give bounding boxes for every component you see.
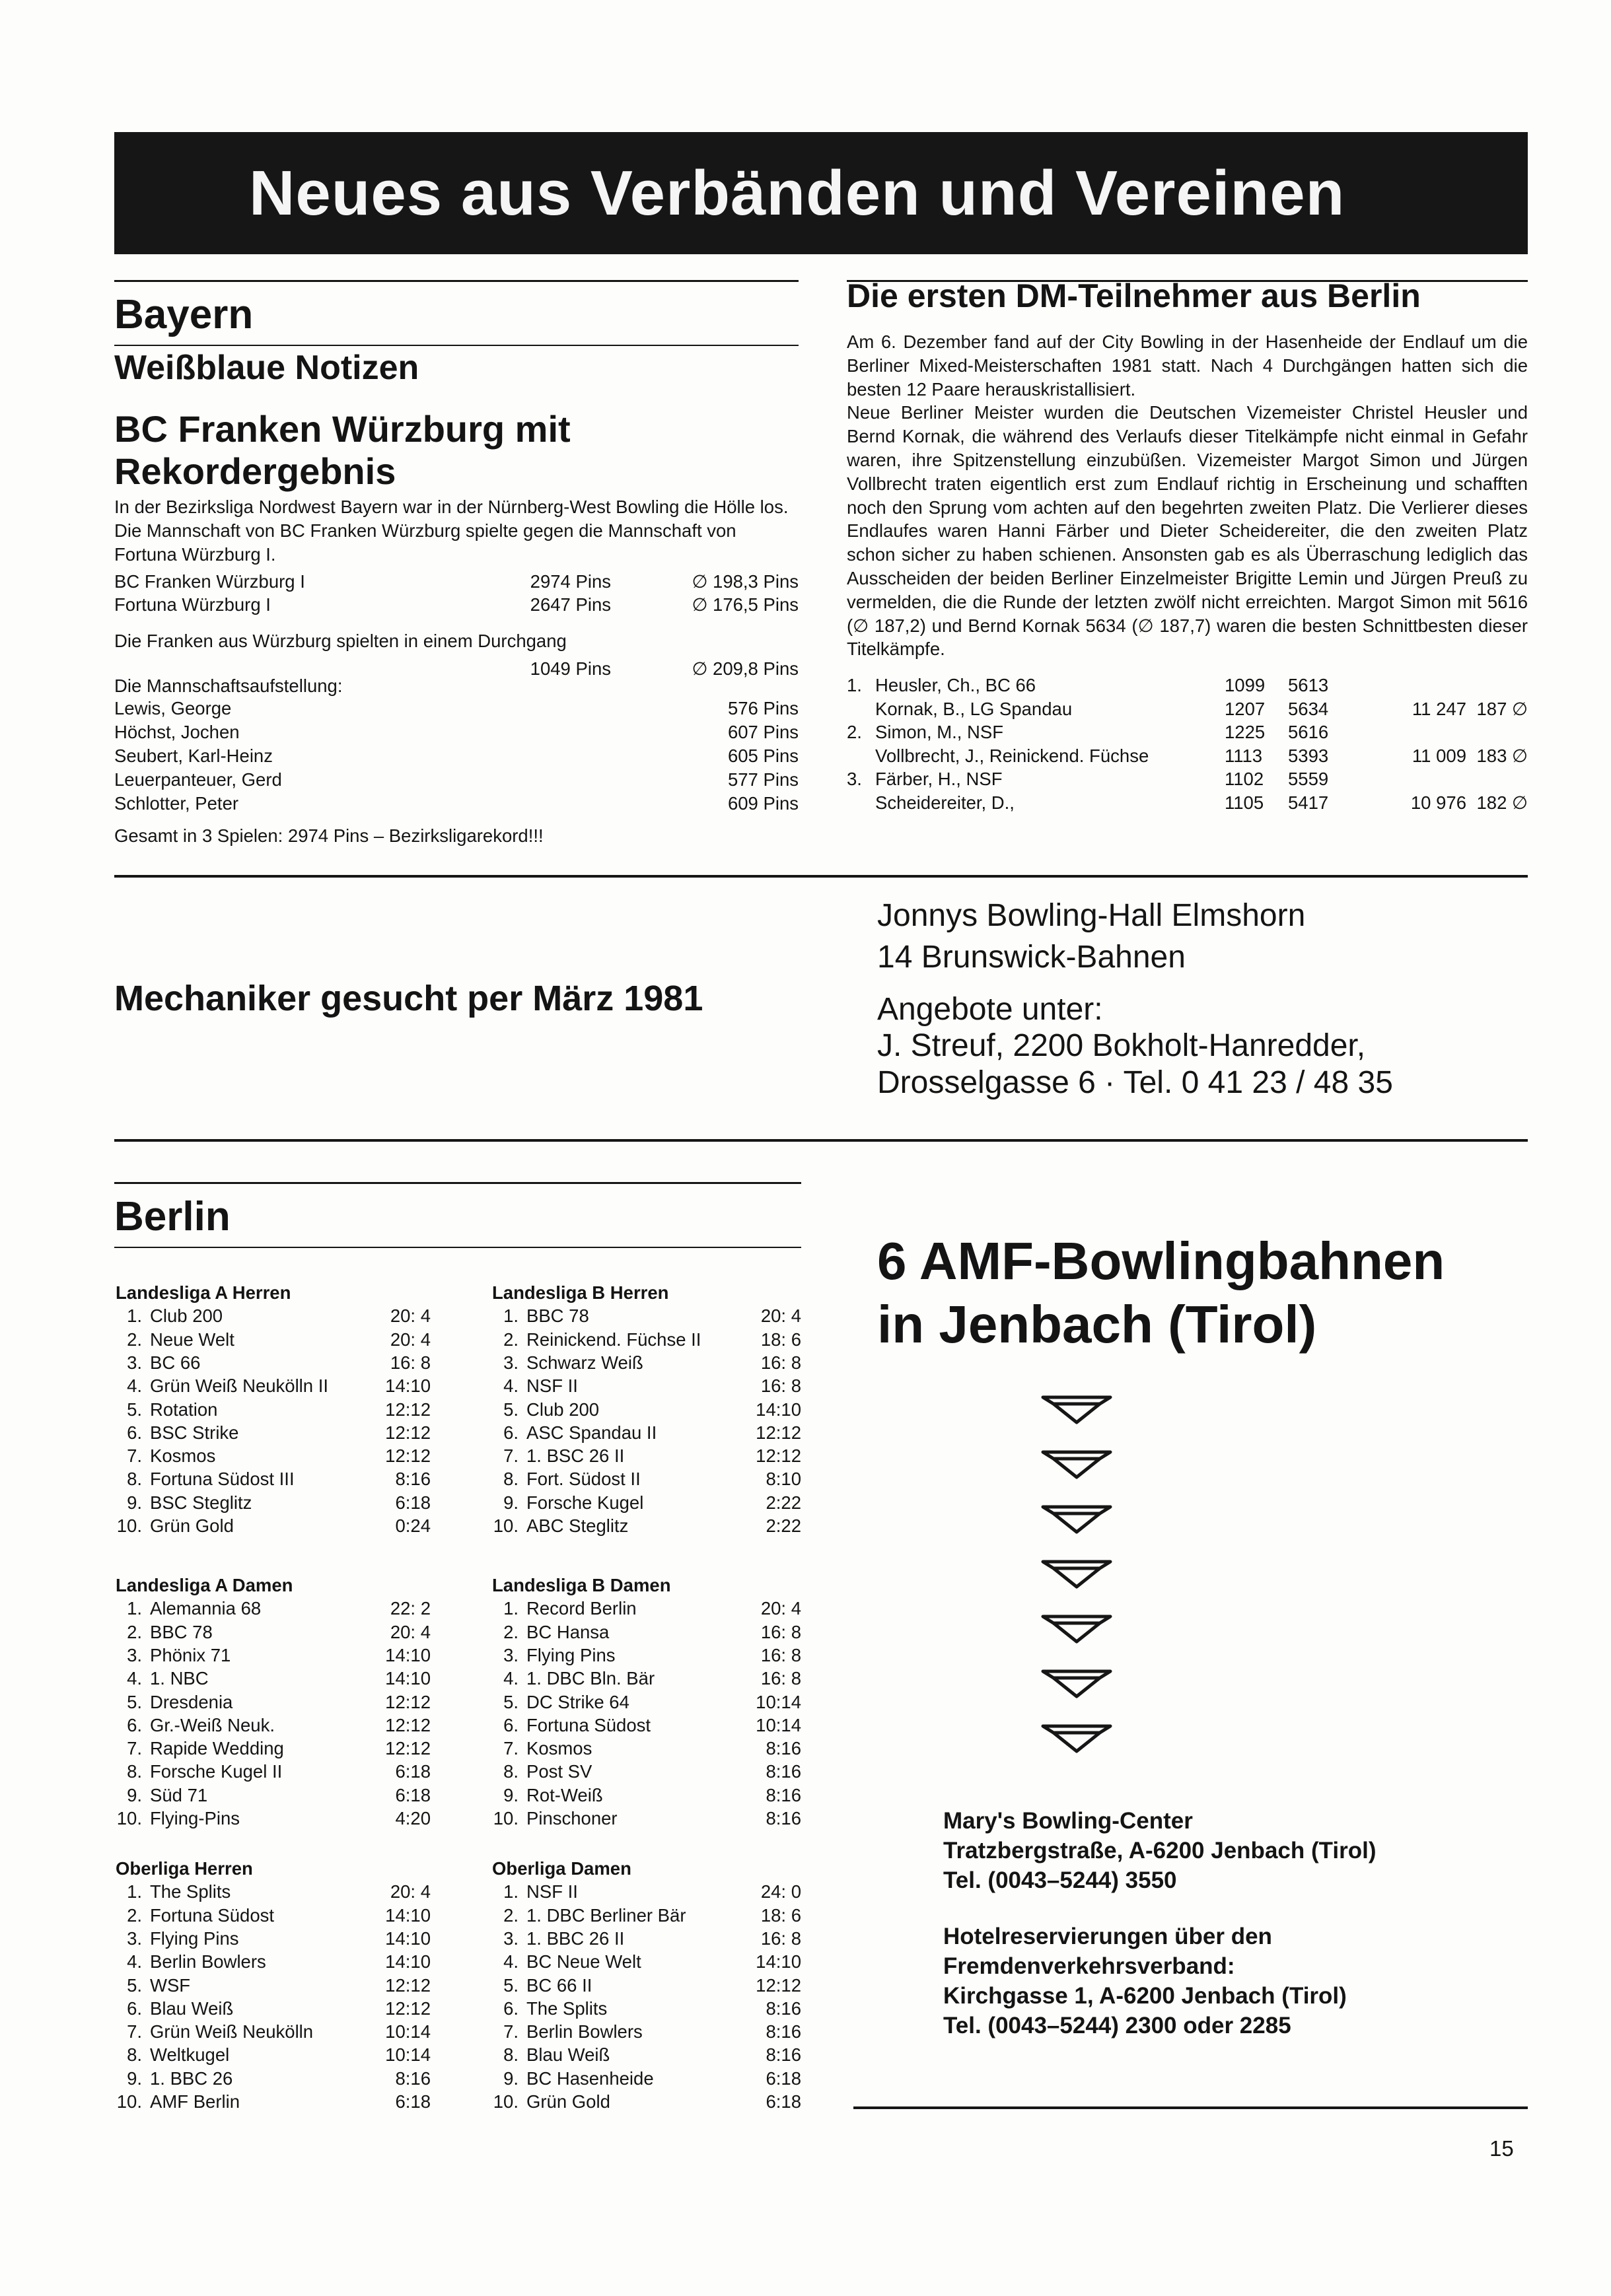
standing-rank: 8. bbox=[503, 2044, 519, 2066]
lineup-player: Leuerpanteuer, Gerd bbox=[114, 769, 282, 790]
standing-team: 1. NBC bbox=[150, 1668, 209, 1689]
standing-score: 6:18 bbox=[395, 1784, 431, 1805]
bayern-headline: BC Franken Würzburg mit Rekordergebnis bbox=[114, 408, 571, 493]
dm-result-name: Simon, M., NSF bbox=[875, 722, 1004, 742]
standing-score: 12:12 bbox=[385, 1974, 431, 1996]
standing-rank: 1. bbox=[503, 1881, 519, 1902]
standing-rank: 2. bbox=[127, 1329, 142, 1350]
dm-result-name: Färber, H., NSF bbox=[875, 769, 1003, 789]
standing-score: 20: 4 bbox=[390, 1329, 431, 1350]
standing-team: Pinschoner bbox=[526, 1808, 618, 1828]
dm-body bbox=[847, 330, 1528, 661]
league-title: Landesliga B Herren bbox=[492, 1282, 669, 1303]
dm-result-series-a: 1113 bbox=[1225, 745, 1263, 766]
dm-paragraph-1: Am 6. Dezember fand auf der City Bowling in der Hasenheide der Endlauf um die Berliner Mixed-Meisterschaften 1981 statt. Nach 4 Durchgängen hatten sich die besten 12 Paare herauskristallisiert. bbox=[847, 331, 1528, 400]
standing-rank: 7. bbox=[503, 1738, 519, 1759]
standing-rank: 8. bbox=[503, 1761, 519, 1782]
standing-rank: 3. bbox=[503, 1352, 519, 1373]
result-team: BC Franken Würzburg I bbox=[114, 571, 305, 592]
mechanic-headline: Mechaniker gesucht per März 1981 bbox=[114, 979, 703, 1018]
standing-team: Forsche Kugel bbox=[526, 1492, 644, 1513]
berlin-region-title: Berlin bbox=[114, 1194, 231, 1239]
result-pins: 2974 Pins bbox=[530, 571, 611, 592]
standing-rank: 2. bbox=[503, 1904, 519, 1926]
standing-score: 16: 8 bbox=[760, 1621, 801, 1642]
standing-rank: 9. bbox=[503, 1784, 519, 1805]
standing-team: Schwarz Weiß bbox=[526, 1352, 643, 1373]
standing-score: 14:10 bbox=[385, 1951, 431, 1972]
standing-team: Post SV bbox=[526, 1761, 592, 1782]
standing-team: Neue Welt bbox=[150, 1329, 234, 1350]
standing-rank: 6. bbox=[127, 1422, 142, 1443]
standing-score: 12:12 bbox=[385, 1422, 431, 1443]
league-title: Landesliga A Herren bbox=[116, 1282, 291, 1303]
down-arrow-icon bbox=[1040, 1503, 1113, 1535]
standing-team: Rotation bbox=[150, 1399, 218, 1420]
standing-rank: 8. bbox=[503, 1469, 519, 1490]
dm-result-name: Kornak, B., LG Spandau bbox=[875, 698, 1073, 719]
standing-team: NSF II bbox=[526, 1375, 578, 1397]
standing-score: 12:12 bbox=[385, 1738, 431, 1759]
standing-rank: 3. bbox=[503, 1928, 519, 1949]
standing-score: 6:18 bbox=[395, 1761, 431, 1782]
page-number: 15 bbox=[1489, 2136, 1514, 2161]
standing-team: BBC 78 bbox=[150, 1621, 213, 1642]
mechanic-line-1: Jonnys Bowling-Hall Elmshorn bbox=[877, 898, 1306, 933]
standing-team: Grün Gold bbox=[150, 1515, 234, 1536]
standing-rank: 10. bbox=[116, 1515, 142, 1536]
dm-result-rank: 2. bbox=[847, 722, 862, 742]
dm-result-rank: 3. bbox=[847, 769, 862, 789]
dm-result-rank: 1. bbox=[847, 675, 862, 695]
amf-headline-line-2: in Jenbach (Tirol) bbox=[877, 1295, 1317, 1354]
standing-team: Berlin Bowlers bbox=[526, 2021, 643, 2042]
standing-team: BBC 78 bbox=[526, 1305, 589, 1327]
standing-team: The Splits bbox=[526, 1998, 608, 2019]
standing-score: 20: 4 bbox=[390, 1305, 431, 1327]
standing-team: Reinickend. Füchse II bbox=[526, 1329, 701, 1350]
standing-team: Rot-Weiß bbox=[526, 1784, 603, 1805]
standing-team: 1. DBC Bln. Bär bbox=[526, 1668, 655, 1689]
standing-score: 8:16 bbox=[766, 2044, 801, 2066]
standing-team: BSC Strike bbox=[150, 1422, 239, 1443]
standing-rank: 3. bbox=[127, 1644, 142, 1665]
standing-rank: 2. bbox=[127, 1621, 142, 1642]
down-arrow-icon bbox=[1040, 1722, 1113, 1754]
dm-result-series-b: 5634 bbox=[1288, 698, 1329, 719]
standing-team: ASC Spandau II bbox=[526, 1422, 657, 1443]
standing-rank: 7. bbox=[503, 2021, 519, 2042]
lineup-pins: 576 Pins bbox=[727, 698, 799, 718]
standing-team: Alemannia 68 bbox=[150, 1598, 262, 1619]
standing-team: Fortuna Südost bbox=[526, 1714, 651, 1735]
lineup-player: Höchst, Jochen bbox=[114, 722, 240, 742]
standing-team: BC 66 II bbox=[526, 1974, 592, 1996]
standing-rank: 4. bbox=[127, 1668, 142, 1689]
standing-score: 12:12 bbox=[385, 1399, 431, 1420]
amf-bottom-rule bbox=[853, 2106, 1528, 2109]
standing-score: 14:10 bbox=[756, 1399, 801, 1420]
standing-score: 16: 8 bbox=[760, 1668, 801, 1689]
dm-result-name: Scheidereiter, D., bbox=[875, 792, 1015, 813]
standing-rank: 8. bbox=[127, 1469, 142, 1490]
amf-headline bbox=[877, 1230, 1445, 1356]
berlin-top-rule bbox=[114, 1182, 801, 1184]
standing-team: Gr.-Weiß Neuk. bbox=[150, 1714, 275, 1735]
standing-rank: 7. bbox=[503, 1445, 519, 1467]
standing-team: Berlin Bowlers bbox=[150, 1951, 266, 1972]
result-average: ∅ 176,5 Pins bbox=[692, 594, 799, 615]
standing-rank: 5. bbox=[127, 1399, 142, 1420]
bayern-total: Gesamt in 3 Spielen: 2974 Pins – Bezirksligarekord!!! bbox=[114, 825, 544, 846]
standing-score: 10:14 bbox=[756, 1714, 801, 1735]
standing-rank: 5. bbox=[127, 1691, 142, 1712]
league-title: Landesliga A Damen bbox=[116, 1575, 293, 1595]
mechanic-line-2: 14 Brunswick-Bahnen bbox=[877, 940, 1186, 975]
standing-rank: 10. bbox=[493, 2091, 519, 2112]
dm-result-total: 11 247 bbox=[1412, 698, 1466, 719]
amf-contact-line-1: Mary's Bowling-Center bbox=[943, 1808, 1193, 1834]
mechanic-bottom-rule bbox=[114, 1139, 1528, 1142]
league-title: Landesliga B Damen bbox=[492, 1575, 671, 1595]
standing-team: Grün Gold bbox=[526, 2091, 610, 2112]
result-team: Fortuna Würzburg I bbox=[114, 594, 271, 615]
standing-team: Grün Weiß Neukölln II bbox=[150, 1375, 329, 1397]
dm-result-series-b: 5613 bbox=[1288, 675, 1329, 695]
standing-team: Weltkugel bbox=[150, 2044, 230, 2066]
standing-rank: 10. bbox=[116, 2091, 142, 2112]
standing-rank: 10. bbox=[116, 1808, 142, 1828]
standing-team: Phönix 71 bbox=[150, 1644, 231, 1665]
amf-contact-line-3: Tel. (0043–5244) 3550 bbox=[943, 1867, 1177, 1893]
standing-score: 6:18 bbox=[766, 2068, 801, 2089]
down-arrow-icon bbox=[1040, 1667, 1113, 1699]
lineup-pins: 605 Pins bbox=[727, 746, 799, 766]
standing-score: 4:20 bbox=[395, 1808, 431, 1828]
standing-team: Rapide Wedding bbox=[150, 1738, 284, 1759]
lineup-player: Schlotter, Peter bbox=[114, 793, 239, 814]
lineup-player: Lewis, George bbox=[114, 698, 232, 718]
standing-team: Club 200 bbox=[526, 1399, 600, 1420]
lineup-pins: 607 Pins bbox=[727, 722, 799, 742]
result-pins: 2647 Pins bbox=[530, 594, 611, 615]
standing-team: NSF II bbox=[526, 1881, 578, 1902]
section-banner bbox=[114, 132, 1528, 254]
standing-team: WSF bbox=[150, 1974, 191, 1996]
down-arrow-icon bbox=[1040, 1393, 1113, 1425]
standing-team: Forsche Kugel II bbox=[150, 1761, 283, 1782]
standing-score: 6:18 bbox=[395, 2091, 431, 2112]
dm-result-average: 182 ∅ bbox=[1476, 792, 1528, 813]
standing-rank: 2. bbox=[127, 1904, 142, 1926]
standing-score: 16: 8 bbox=[760, 1644, 801, 1665]
standing-score: 18: 6 bbox=[760, 1329, 801, 1350]
standing-score: 14:10 bbox=[385, 1375, 431, 1397]
dm-result-series-a: 1207 bbox=[1225, 698, 1266, 719]
standing-team: Flying Pins bbox=[526, 1644, 616, 1665]
standing-rank: 9. bbox=[127, 2068, 142, 2089]
standing-score: 10:14 bbox=[385, 2021, 431, 2042]
standing-team: 1. BBC 26 bbox=[150, 2068, 233, 2089]
standing-rank: 4. bbox=[127, 1375, 142, 1397]
standing-rank: 10. bbox=[493, 1515, 519, 1536]
standing-team: AMF Berlin bbox=[150, 2091, 240, 2112]
standing-score: 10:14 bbox=[385, 2044, 431, 2066]
standing-score: 8:16 bbox=[766, 1784, 801, 1805]
down-arrow-icon bbox=[1040, 1613, 1113, 1644]
standing-rank: 1. bbox=[503, 1598, 519, 1619]
standing-rank: 5. bbox=[503, 1691, 519, 1712]
standing-score: 2:22 bbox=[766, 1492, 801, 1513]
standing-rank: 8. bbox=[127, 1761, 142, 1782]
standing-score: 2:22 bbox=[766, 1515, 801, 1536]
bayern-region-title: Bayern bbox=[114, 292, 254, 337]
standing-score: 16: 8 bbox=[760, 1375, 801, 1397]
standing-rank: 3. bbox=[127, 1928, 142, 1949]
standing-rank: 7. bbox=[127, 1445, 142, 1467]
result-average: ∅ 198,3 Pins bbox=[692, 571, 799, 592]
standing-rank: 1. bbox=[127, 1881, 142, 1902]
dm-result-series-b: 5417 bbox=[1288, 792, 1329, 813]
standing-score: 6:18 bbox=[395, 1492, 431, 1513]
standing-rank: 6. bbox=[127, 1998, 142, 2019]
standing-rank: 1. bbox=[127, 1598, 142, 1619]
standing-rank: 6. bbox=[503, 1422, 519, 1443]
amf-contact-line-2: Tratzbergstraße, A-6200 Jenbach (Tirol) bbox=[943, 1838, 1377, 1863]
standing-team: Süd 71 bbox=[150, 1784, 208, 1805]
standing-rank: 2. bbox=[503, 1621, 519, 1642]
standing-team: Flying-Pins bbox=[150, 1808, 240, 1828]
down-arrow-icon bbox=[1040, 1558, 1113, 1589]
dm-result-series-b: 5393 bbox=[1288, 745, 1329, 766]
standing-score: 8:16 bbox=[766, 1761, 801, 1782]
dm-result-series-a: 1105 bbox=[1225, 792, 1264, 813]
standing-team: Blau Weiß bbox=[526, 2044, 610, 2066]
league-title: Oberliga Herren bbox=[116, 1858, 253, 1879]
dm-result-total: 11 009 bbox=[1412, 745, 1466, 766]
bayern-series-avg: ∅ 209,8 Pins bbox=[692, 658, 799, 679]
standing-team: ABC Steglitz bbox=[526, 1515, 629, 1536]
dm-result-average: 187 ∅ bbox=[1476, 698, 1528, 719]
standing-rank: 9. bbox=[127, 1784, 142, 1805]
standing-score: 16: 8 bbox=[760, 1928, 801, 1949]
standing-rank: 10. bbox=[493, 1808, 519, 1828]
mechanic-line-3: Angebote unter: bbox=[877, 992, 1103, 1027]
standing-team: 1. BBC 26 II bbox=[526, 1928, 625, 1949]
standing-rank: 4. bbox=[503, 1668, 519, 1689]
standing-score: 22: 2 bbox=[390, 1598, 431, 1619]
standing-team: Fort. Südost II bbox=[526, 1469, 641, 1490]
dm-paragraph-2: Neue Berliner Meister wurden die Deutschen Vizemeister Christel Heusler und Bernd Kornak, die während des Verlaufs dieser Titelkämpfe nicht einmal in Gefahr waren, ihre Spitzenstellung einzubüßen. Vizemeister Margot Simon und Jürgen Vollbrecht traten eigentlich erst zum Endlauf richtig in Erscheinung und schafften noch den Sprung vom achten auf den begehrten zweiten Platz. Die Verlierer dieses Endlaufes waren Hanni Färber und Dieter Scheidereiter, die den zweiten Platz schon sicher zu haben schienen. Ansonsten gab es als Überraschung lediglich das Ausscheiden der beiden Berliner Einzelmeister Brigitte Lemin und Jürgen Preuß zu vermelden, die die Runde der letzten zwölf nicht erreichten. Margot Simon mit 5616 (∅ 187,2) und Bernd Kornak 5634 (∅ 187,7) waren die besten Schnittbesten dieser Titelkämpfe. bbox=[847, 402, 1528, 660]
amf-hotel-line-4: Tel. (0043–5244) 2300 oder 2285 bbox=[943, 2013, 1291, 2038]
standing-rank: 7. bbox=[127, 2021, 142, 2042]
standing-rank: 4. bbox=[127, 1951, 142, 1972]
standing-score: 12:12 bbox=[756, 1974, 801, 1996]
standing-rank: 4. bbox=[503, 1951, 519, 1972]
standing-rank: 6. bbox=[127, 1714, 142, 1735]
standing-rank: 9. bbox=[503, 1492, 519, 1513]
down-arrow-icon bbox=[1040, 1448, 1113, 1480]
mechanic-line-4: J. Streuf, 2200 Bokholt-Hanredder, bbox=[877, 1028, 1366, 1063]
standing-team: The Splits bbox=[150, 1881, 231, 1902]
standing-score: 8:16 bbox=[766, 1738, 801, 1759]
standing-rank: 9. bbox=[503, 2068, 519, 2089]
standing-team: BC Hasenheide bbox=[526, 2068, 654, 2089]
standing-score: 14:10 bbox=[756, 1951, 801, 1972]
standing-score: 12:12 bbox=[756, 1445, 801, 1467]
standing-team: Kosmos bbox=[526, 1738, 592, 1759]
standing-score: 20: 4 bbox=[760, 1305, 801, 1327]
amf-hotel-line-2: Fremdenverkehrsverband: bbox=[943, 1953, 1235, 1979]
amf-contact bbox=[943, 1806, 1376, 2040]
berlin-mid-rule bbox=[114, 1247, 801, 1248]
dm-result-series-a: 1102 bbox=[1225, 769, 1264, 789]
standing-rank: 2. bbox=[503, 1329, 519, 1350]
standing-team: Blau Weiß bbox=[150, 1998, 234, 2019]
standing-rank: 6. bbox=[503, 1714, 519, 1735]
dm-result-series-b: 5559 bbox=[1288, 769, 1329, 789]
standing-score: 8:16 bbox=[766, 1998, 801, 2019]
standing-team: Fortuna Südost III bbox=[150, 1469, 295, 1490]
bayern-series-pins: 1049 Pins bbox=[530, 658, 611, 679]
standing-team: BC Hansa bbox=[526, 1621, 610, 1642]
standing-score: 14:10 bbox=[385, 1904, 431, 1926]
standing-score: 18: 6 bbox=[760, 1904, 801, 1926]
standing-score: 14:10 bbox=[385, 1668, 431, 1689]
standing-score: 24: 0 bbox=[760, 1881, 801, 1902]
dm-headline: Die ersten DM-Teilnehmer aus Berlin bbox=[847, 277, 1421, 314]
dm-result-average: 183 ∅ bbox=[1476, 745, 1528, 766]
standing-team: BSC Steglitz bbox=[150, 1492, 252, 1513]
standing-score: 0:24 bbox=[395, 1515, 431, 1536]
standing-team: BC 66 bbox=[150, 1352, 201, 1373]
standing-rank: 3. bbox=[127, 1352, 142, 1373]
standing-score: 16: 8 bbox=[760, 1352, 801, 1373]
standing-team: Club 200 bbox=[150, 1305, 223, 1327]
standing-team: 1. BSC 26 II bbox=[526, 1445, 625, 1467]
bayern-subtitle: Weißblaue Notizen bbox=[114, 349, 419, 387]
bayern-intro: In der Bezirksliga Nordwest Bayern war in der Nürnberg-West Bowling die Hölle los. Die Mannschaft von BC Franken Würzburg spielte gegen die Mannschaft von Fortuna Würzburg I. bbox=[114, 497, 789, 565]
standing-score: 20: 4 bbox=[390, 1621, 431, 1642]
standing-team: Flying Pins bbox=[150, 1928, 239, 1949]
dm-result-total: 10 976 bbox=[1410, 792, 1466, 813]
standing-team: BC Neue Welt bbox=[526, 1951, 641, 1972]
mechanic-top-rule bbox=[114, 875, 1528, 878]
standing-score: 6:18 bbox=[766, 2091, 801, 2112]
standing-score: 14:10 bbox=[385, 1928, 431, 1949]
standing-score: 14:10 bbox=[385, 1644, 431, 1665]
amf-headline-line-1: 6 AMF-Bowlingbahnen bbox=[877, 1232, 1445, 1290]
standing-score: 12:12 bbox=[756, 1422, 801, 1443]
standing-rank: 5. bbox=[503, 1974, 519, 1996]
dm-result-series-a: 1099 bbox=[1225, 675, 1266, 695]
standing-rank: 9. bbox=[127, 1492, 142, 1513]
standing-rank: 1. bbox=[127, 1305, 142, 1327]
standing-team: Fortuna Südost bbox=[150, 1904, 275, 1926]
standing-team: DC Strike 64 bbox=[526, 1691, 629, 1712]
standing-score: 8:16 bbox=[395, 2068, 431, 2089]
mechanic-contact bbox=[877, 895, 1393, 1101]
standing-score: 20: 4 bbox=[760, 1598, 801, 1619]
standing-team: Grün Weiß Neukölln bbox=[150, 2021, 314, 2042]
lineup-pins: 577 Pins bbox=[727, 769, 799, 790]
amf-hotel-line-3: Kirchgasse 1, A-6200 Jenbach (Tirol) bbox=[943, 1983, 1347, 2009]
standing-rank: 6. bbox=[503, 1998, 519, 2019]
standing-team: 1. DBC Berliner Bär bbox=[526, 1904, 686, 1926]
amf-hotel-line-1: Hotelreservierungen über den bbox=[943, 1924, 1272, 1949]
standing-score: 8:10 bbox=[766, 1469, 801, 1490]
standing-team: Kosmos bbox=[150, 1445, 216, 1467]
dm-result-name: Heusler, Ch., BC 66 bbox=[875, 675, 1036, 695]
lineup-pins: 609 Pins bbox=[727, 793, 799, 814]
standing-score: 16: 8 bbox=[390, 1352, 431, 1373]
standing-rank: 7. bbox=[127, 1738, 142, 1759]
lineup-player: Seubert, Karl-Heinz bbox=[114, 746, 273, 766]
bayern-mid-rule bbox=[114, 345, 799, 346]
standing-score: 10:14 bbox=[756, 1691, 801, 1712]
standing-score: 8:16 bbox=[395, 1469, 431, 1490]
league-title: Oberliga Damen bbox=[492, 1858, 631, 1879]
banner-title: Neues aus Verbänden und Vereinen bbox=[249, 157, 1345, 228]
standing-score: 8:16 bbox=[766, 1808, 801, 1828]
standing-score: 12:12 bbox=[385, 1998, 431, 2019]
standing-team: Dresdenia bbox=[150, 1691, 233, 1712]
bayern-lineup-title: Die Mannschaftsaufstellung: bbox=[114, 676, 343, 696]
standing-score: 12:12 bbox=[385, 1691, 431, 1712]
dm-result-series-b: 5616 bbox=[1288, 722, 1329, 742]
bayern-series-text: Die Franken aus Würzburg spielten in einem Durchgang bbox=[114, 631, 567, 651]
standing-score: 12:12 bbox=[385, 1714, 431, 1735]
standing-rank: 3. bbox=[503, 1644, 519, 1665]
standing-rank: 4. bbox=[503, 1375, 519, 1397]
dm-result-name: Vollbrecht, J., Reinickend. Füchse bbox=[875, 745, 1149, 766]
standing-rank: 5. bbox=[503, 1399, 519, 1420]
standing-score: 8:16 bbox=[766, 2021, 801, 2042]
mechanic-line-5: Drosselgasse 6 · Tel. 0 41 23 / 48 35 bbox=[877, 1065, 1393, 1100]
standing-rank: 8. bbox=[127, 2044, 142, 2066]
bayern-top-rule bbox=[114, 280, 799, 282]
standing-score: 20: 4 bbox=[390, 1881, 431, 1902]
standing-score: 12:12 bbox=[385, 1445, 431, 1467]
standing-rank: 1. bbox=[503, 1305, 519, 1327]
dm-result-series-a: 1225 bbox=[1225, 722, 1266, 742]
standing-rank: 5. bbox=[127, 1974, 142, 1996]
standing-team: Record Berlin bbox=[526, 1598, 637, 1619]
